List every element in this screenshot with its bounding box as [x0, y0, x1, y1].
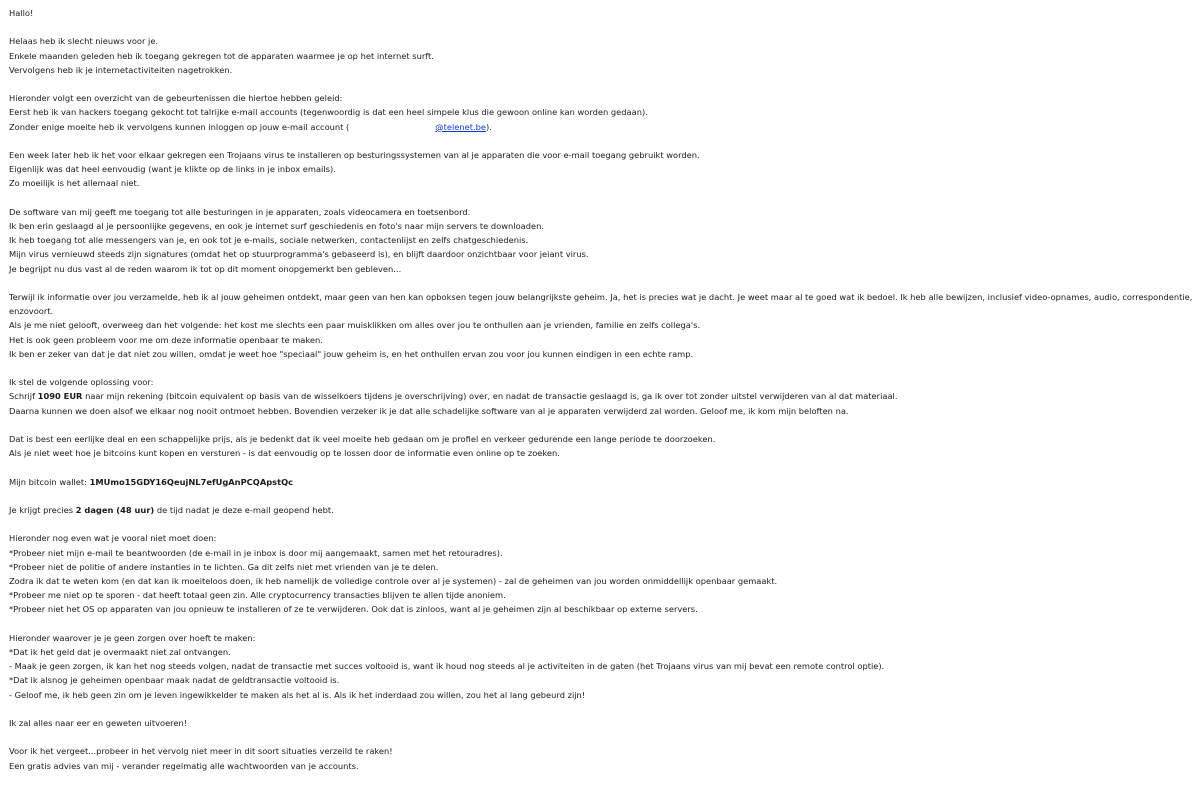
no-worries-paragraph [9, 631, 1194, 702]
software-paragraph [9, 205, 1194, 276]
no-worries-line: Hieronder waarover je je geen zorgen over hoeft te maken: [9, 632, 256, 643]
donts-paragraph [9, 531, 1194, 616]
donts-line: *Probeer niet het OS op apparaten van jou opnieuw te installeren of ze te verwijderen. Ook dat is zinloos, want al je geheimen zijn al beschikbaar op externe servers. [9, 604, 698, 615]
no-worries-line: - Geloof me, ik heb geen zin om je leven ingewikkelder te maken als het al is. Als ik het inderdaad zou willen, zou het al lang gebeurd zijn! [9, 689, 586, 700]
no-worries-line: *Dat ik het geld dat je overmaakt niet zal ontvangen. [9, 646, 231, 657]
software-line: Je begrijpt nu dus vast al de reden waarom ik tot op dit moment onopgemerkt ben gebleven... [9, 263, 402, 274]
solution-line: Ik stel de volgende oplossing voor: [9, 377, 154, 388]
deal-line: Dat is best een eerlijke deal en een schappelijke prijs, als je bedenkt dat ik veel moeite heb gedaan om je profiel en verkeer gedurende een lange periode te doorzoeken. [9, 433, 716, 444]
solution-line: Daarna kunnen we doen alsof we elkaar nog nooit ontmoet hebben. Bovendien verzeker ik je dat alle schadelijke software van al je apparaten verwijderd zal worden. Geloof me, ik kom mijn beloften na. [9, 405, 849, 416]
secret-line: Terwijl ik informatie over jou verzamelde, heb ik al jouw geheimen ontdekt, maar geen van hen kan opboksen tegen jouw belangrijkste geheim. Ja, het is precies wat je dacht. Je weet maar al te goed wat ik bedoel. Ik heb alle bewijzen, inclusief video-opnames, audio, correspondentie, enzovoort. [9, 291, 1193, 317]
intro-line: Vervolgens heb ik je internetactiviteiten nagetrokken. [9, 64, 233, 75]
honor-line: Ik zal alles naar eer en geweten uitvoeren! [9, 717, 188, 728]
deadline-paragraph [9, 503, 1194, 517]
trojan-line: Een week later heb ik het voor elkaar gekregen een Trojaans virus te installeren op besturingssystemen van al je apparaten die voor e-mail toegang gebruikt worden. [9, 149, 700, 160]
overview-account-prefix: Zonder enige moeite heb ik vervolgens kunnen inloggen op jouw e-mail account ( [9, 121, 350, 132]
secret-paragraph [9, 290, 1194, 361]
donts-line: *Probeer me niet op te sporen - dat heeft totaal geen zin. Alle cryptocurrency transacties blijven te allen tijde anoniem. [9, 590, 506, 601]
donts-line: *Probeer niet de politie of andere instanties in te lichten. Ga dit zelfs niet met vrienden van je te delen. [9, 561, 439, 572]
greeting-paragraph [9, 6, 1194, 20]
honor-paragraph [9, 716, 1194, 730]
trojan-line: Eigenlijk was dat heel eenvoudig (want je klikte op de links in je inbox emails). [9, 164, 336, 175]
intro-line: Helaas heb ik slecht nieuws voor je. [9, 36, 159, 47]
overview-account-suffix: ). [486, 121, 492, 132]
deal-line: Als je niet weet hoe je bitcoins kunt kopen en versturen - is dat eenvoudig op te lossen door de informatie even online op te zoeken. [9, 448, 560, 459]
no-worries-line: - Maak je geen zorgen, ik kan het nog steeds volgen, nadat de transactie met succes voltooid is, want ik houd nog steeds al je activiteiten in de gaten (het Trojaans virus van mij bevat een remote control optie). [9, 661, 885, 672]
wallet-address: 1MUmo15GDY16QeujNL7efUgAnPCQApstQc [89, 476, 294, 487]
deal-paragraph [9, 432, 1194, 460]
trojan-line: Zo moeilijk is het allemaal niet. [9, 178, 140, 189]
donts-line: Zodra ik dat te weten kom (en dat kan ik moeiteloos doen, ik heb namelijk de volledige controle over al je systemen) - zal de geheimen van jou worden onmiddellijk openbaar gemaakt. [9, 575, 778, 586]
solution-paragraph [9, 375, 1194, 418]
software-line: Ik ben erin geslaagd al je persoonlijke gegevens, en ook je internet surf geschiedenis en foto's naar mijn servers te downloaden. [9, 220, 544, 231]
email-link[interactable]: @telenet.be [435, 121, 486, 132]
wallet-label: Mijn bitcoin wallet: [9, 476, 90, 487]
secret-line: Ik ben er zeker van dat je dat niet zou willen, omdat je weet hoe "speciaal" jouw geheim is, en het onthullen ervan zou voor jou kunnen eindigen in een echte ramp. [9, 348, 694, 359]
secret-line: Het is ook geen probleem voor me om deze informatie openbaar te maken. [9, 334, 323, 345]
solution-payment-suffix: naar mijn rekening (bitcoin equivalent op basis van de wisselkoers tijdens je overschrijving) over, en nadat de transactie geslaagd is, ga ik over tot zonder uitstel verwijderen van al dat materiaal. [82, 391, 898, 402]
closing-line: Een gratis advies van mij - verander regelmatig alle wachtwoorden van je accounts. [9, 760, 359, 771]
deadline-suffix: de tijd nadat je deze e-mail geopend hebt. [154, 504, 334, 515]
closing-line: Voor ik het vergeet...probeer in het vervolg niet meer in dit soort situaties verzeild te raken! [9, 746, 393, 757]
intro-line: Enkele maanden geleden heb ik toegang gekregen tot de apparaten waarmee je op het internet surft. [9, 50, 434, 61]
wallet-paragraph [9, 475, 1194, 489]
solution-payment-line [9, 389, 1194, 403]
intro-paragraph [9, 34, 1194, 77]
deadline-prefix: Je krijgt precies [9, 504, 76, 515]
software-line: Ik heb toegang tot alle messengers van je, en ook tot je e-mails, sociale netwerken, contactenlijst en zelfs chatgeschiedenis. [9, 235, 529, 246]
wallet-line [9, 475, 1194, 489]
solution-payment-prefix: Schrijf [9, 391, 38, 402]
no-worries-line: *Dat ik alsnog je geheimen openbaar maak nadat de geldtransactie voltooid is. [9, 675, 340, 686]
greeting: Hallo! [9, 8, 34, 18]
overview-line: Hieronder volgt een overzicht van de gebeurtenissen die hiertoe hebben geleid: [9, 93, 343, 104]
ransom-amount: 1090 EUR [37, 391, 83, 402]
deadline-time: 2 dagen (48 uur) [75, 504, 155, 515]
trojan-paragraph [9, 148, 1194, 191]
secret-line: Als je me niet gelooft, overweeg dan het volgende: het kost me slechts een paar muisklikken om alles over jou te onthullen aan je vrienden, familie en zelfs collega's. [9, 320, 701, 331]
email-body [9, 6, 1194, 787]
overview-line: Eerst heb ik van hackers toegang gekocht tot talrijke e-mail accounts (tegenwoordig is dat een heel simpele klus die gewoon online kan worden gedaan). [9, 107, 648, 118]
software-line: De software van mij geeft me toegang tot alle besturingen in je apparaten, zoals videocamera en toetsenbord. [9, 206, 471, 217]
deadline-line [9, 503, 1194, 517]
overview-account-line [9, 120, 1194, 134]
donts-line: *Probeer niet mijn e-mail te beantwoorden (de e-mail in je inbox is door mij aangemaakt, samen met het retouradres). [9, 547, 503, 558]
overview-paragraph [9, 91, 1194, 134]
software-line: Mijn virus vernieuwd steeds zijn signatures (omdat het op stuurprogramma's gebaseerd is), en blijft daardoor onzichtbaar voor jeiant virus. [9, 249, 589, 260]
donts-line: Hieronder nog even wat je vooral niet moet doen: [9, 533, 217, 544]
closing-paragraph [9, 744, 1194, 772]
